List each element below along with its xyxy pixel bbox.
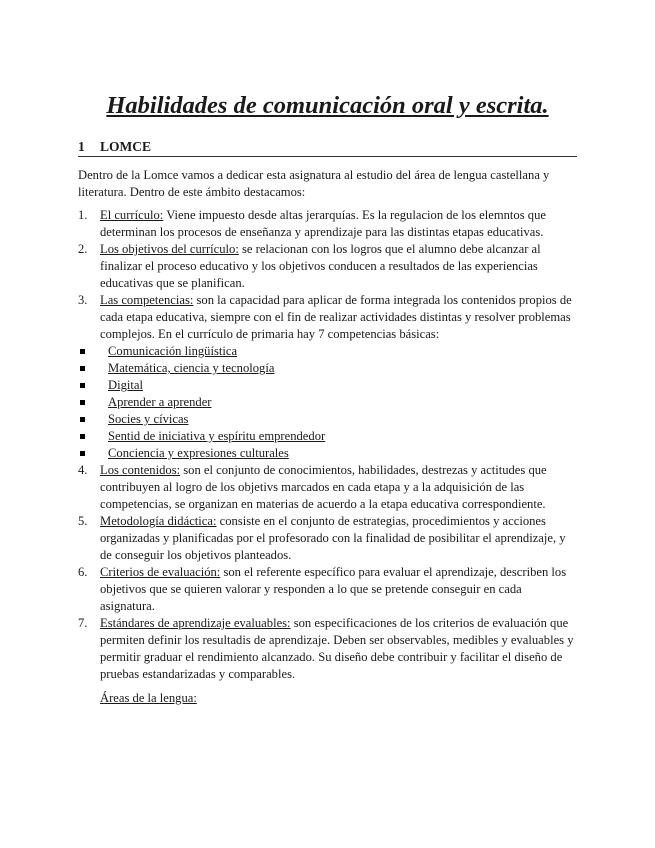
- bullet-item: [78, 377, 578, 394]
- item-text: se relacionan con los logros que el alumno debe alcanzar al finalizar el proceso educativo y los objetivos conducen a resultados de las experiencias educativas que se planifican.: [100, 242, 541, 290]
- item-term: Metodología didáctica:: [100, 514, 217, 528]
- square-bullet-icon: [80, 349, 85, 354]
- item-number: 6.: [78, 565, 88, 579]
- item-text: Viene impuesto desde altas jerarquías. Es la regulacion de los elemntos que determinan los procesos de enseñanza y aprendizaje para las distintas etapas educativas.: [100, 208, 546, 239]
- item-text: son especificaciones de los criterios de evaluación que permiten definir los resultadis de aprendizaje. Deben ser observables, medibles y evaluables y permitir graduar el rendimiento alcanzado. Su diseño debe contribuir y facilitar el diseño de pruebas estandarizadas y comparables.: [100, 616, 574, 681]
- item-text: consiste en el conjunto de estrategias, procedimientos y acciones organizadas y planificadas por el profesorado con la finalidad de posibilitar el aprendizaje, y de conseguir los objetivos planteados.: [100, 514, 566, 562]
- item-term: Estándares de aprendizaje evaluables:: [100, 616, 291, 630]
- competencia-label: Matemática, ciencia y tecnología: [108, 361, 275, 375]
- item-number: 7.: [78, 616, 88, 630]
- page-title: Habilidades de comunicación oral y escrita.: [106, 92, 549, 119]
- competencia-label: Conciencia y expresiones culturales: [108, 446, 289, 460]
- bullet-item: [78, 445, 578, 462]
- list-item: [78, 241, 578, 292]
- square-bullet-icon: [80, 417, 85, 422]
- section-title: LOMCE: [100, 139, 152, 154]
- competencia-label: Aprender a aprender: [108, 395, 212, 409]
- competencia-label: Sentid de iniciativa y espíritu emprendedor: [108, 429, 326, 443]
- numbered-list: [78, 207, 578, 683]
- item-term: Los contenidos:: [100, 463, 181, 477]
- item-term: Los objetivos del currículo:: [100, 242, 239, 256]
- square-bullet-icon: [80, 451, 85, 456]
- square-bullet-icon: [80, 383, 85, 388]
- item-text: son la capacidad para aplicar de forma integrada los contenidos propios de cada etapa educativa, siempre con el fin de realizar actividades distintas y resolver problemas complejos. En el currículo de primaria hay 7 competencias básicas:: [100, 293, 572, 341]
- section-heading: [78, 136, 577, 157]
- bullet-item: [78, 411, 578, 428]
- square-bullet-icon: [80, 434, 85, 439]
- item-text: son el referente específico para evaluar el aprendizaje, describen los objetivos que se quieren valorar y responden a lo que se pretende conseguir en cada asignatura.: [100, 565, 567, 613]
- item-number: 3.: [78, 293, 88, 307]
- item-term: Criterios de evaluación:: [100, 565, 221, 579]
- bullet-item: [78, 394, 578, 411]
- bullet-item: [78, 428, 578, 445]
- item-number: 2.: [78, 242, 88, 256]
- list-item: [78, 513, 578, 564]
- list-item: [78, 207, 578, 241]
- bullet-item: [78, 343, 578, 360]
- list-item: [78, 292, 578, 343]
- competencia-label: Comunicación lingüística: [108, 344, 238, 358]
- intro-paragraph: Dentro de la Lomce vamos a dedicar esta asignatura al estudio del área de lengua castellana y literatura. Dentro de este ámbito destacamos:: [78, 168, 550, 199]
- square-bullet-icon: [80, 400, 85, 405]
- competencia-label: Digital: [108, 378, 143, 392]
- item-number: 4.: [78, 463, 88, 477]
- list-item: [78, 615, 578, 683]
- list-item: [78, 564, 578, 615]
- item-term: Las competencias:: [100, 293, 194, 307]
- competencia-label: Socies y cívicas: [108, 412, 189, 426]
- areas-heading: Áreas de la lengua:: [100, 691, 197, 705]
- bullet-item: [78, 360, 578, 377]
- section-number: 1: [78, 139, 85, 154]
- item-text: son el conjunto de conocimientos, habilidades, destrezas y actitudes que contribuyen al logro de los objetivs marcados en cada etapa y a la adquisición de las competencias, se organizan en materias de acuerdo a la etapa educativa correspondiente.: [100, 463, 547, 511]
- square-bullet-icon: [80, 366, 85, 371]
- list-item: [78, 462, 578, 513]
- item-number: 1.: [78, 208, 88, 222]
- item-number: 5.: [78, 514, 88, 528]
- item-term: El currículo:: [100, 208, 164, 222]
